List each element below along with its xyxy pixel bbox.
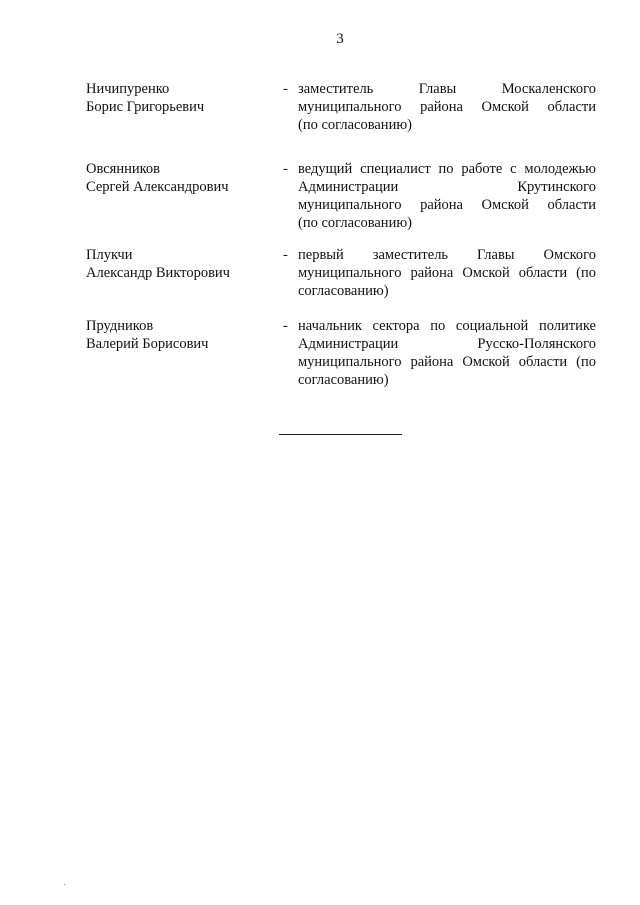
page-number: 3 <box>336 31 344 47</box>
description-line: начальник сектора по социальной политике <box>298 318 596 334</box>
description-line: (по согласованию) <box>298 117 412 133</box>
description-line: первый заместитель Главы Омского <box>298 247 596 263</box>
given-names: Сергей Александрович <box>86 179 229 195</box>
person-name <box>86 246 276 282</box>
given-names: Борис Григорьевич <box>86 99 205 115</box>
dash: - <box>283 247 288 263</box>
scan-speck <box>64 884 65 885</box>
description-line: муниципального района Омской области <box>298 197 596 213</box>
end-separator-line <box>279 434 402 435</box>
surname: Ничипуренко <box>86 81 170 97</box>
description-line: заместитель Главы Москаленского <box>298 81 596 97</box>
given-names: Александр Викторович <box>86 265 230 281</box>
description-line: муниципального района Омской области <box>298 99 596 115</box>
position-description <box>298 80 596 134</box>
surname: Овсянников <box>86 161 161 177</box>
position-description <box>298 246 596 300</box>
dash: - <box>283 161 288 177</box>
description-line: муниципального района Омской области (по <box>298 354 596 370</box>
dash: - <box>283 81 288 97</box>
description-line: согласованию) <box>298 283 389 299</box>
position-description <box>298 317 596 389</box>
description-line: муниципального района Омской области (по <box>298 265 596 281</box>
person-name <box>86 160 276 196</box>
person-name <box>86 317 276 353</box>
given-names: Валерий Борисович <box>86 336 209 352</box>
dash: - <box>283 318 288 334</box>
description-line: согласованию) <box>298 372 389 388</box>
position-description <box>298 160 596 232</box>
person-name <box>86 80 276 116</box>
description-line: ведущий специалист по работе с молодежью <box>298 161 596 177</box>
description-line: (по согласованию) <box>298 215 412 231</box>
surname: Плукчи <box>86 247 133 263</box>
surname: Прудников <box>86 318 154 334</box>
description-line: Администрации Русско-Полянского <box>298 336 596 352</box>
description-line: Администрации Крутинского <box>298 179 596 195</box>
